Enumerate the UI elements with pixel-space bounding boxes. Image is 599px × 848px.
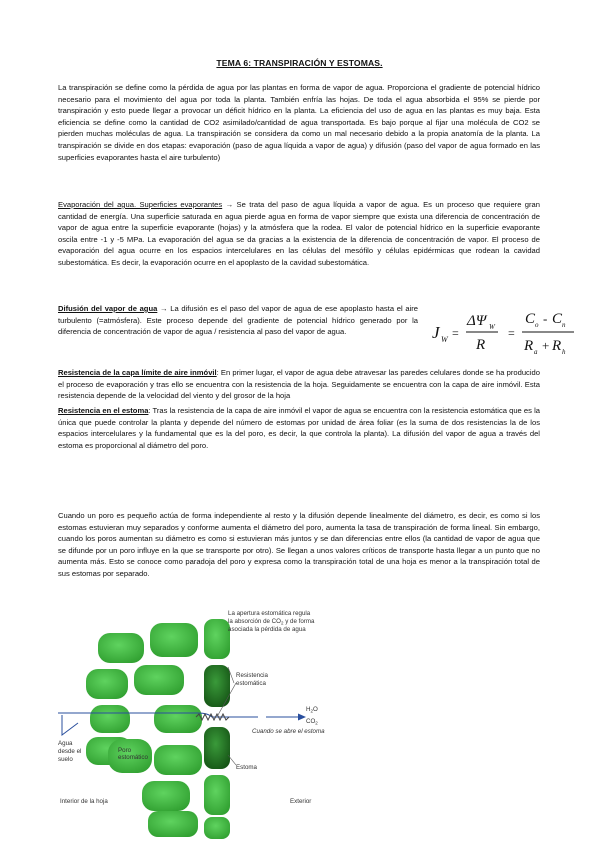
epidermis-cells <box>204 619 230 839</box>
cell <box>142 781 190 811</box>
page-title: TEMA 6: TRANSPIRACIÓN Y ESTOMAS. <box>216 58 383 68</box>
guard-cell-lower <box>204 727 230 769</box>
pore-paradox-paragraph: Cuando un poro es pequeño actúa de forma independiente al resto y la difusión depende linealmente del diámetro, es decir, es como si los estomas estuvieran muy separados y conforme aumenta el diámetro del poro, aumenta la tasa de transpiración de forma lineal. Sin embargo, cuando los poros aumentan su diámetro es como si estuvieran más juntos y se dan diferencias entre ellos (la cantidad de vapor de agua que se difunde por un poro influye en la que se transporte por otro). Se llegan a unos valores críticos de transporte hasta llegar a un punto que no aumenta más. Esto se conoce como paradoja del poro y expresa como la transpiración total de una hoja es menor a la transpiración total de sus estomas por separado. <box>58 511 540 578</box>
soil-water-arrow <box>62 715 78 735</box>
label-water-1: Agua <box>58 740 73 747</box>
eq-den1: R <box>476 337 486 353</box>
evaporation-text: Se trata del paso de agua líquida a vapor de agua. Es un proceso que requiere gran cantidad de energía. Una superficie saturada en agua pierde agua en forma de vapor siempre que exista una diferencia de concentración de vapor de agua entre la superficie evaporante (hojas) y la atmósfera que la rodea. El valor de potencial hídrico en la superficie evaporante oscila entre -1 y -5 MPa. La evaporación del agua se da gracias a la existencia de la diferencia de concentración de vapor. El proceso de evaporación del agua ocurre en los espacios intercelulares en las células del mesófilo y células epidérmicas que rodean la cavidad subestomática. Es decir, la evaporación ocurre en el apoplasto de la cavidad subestomática. <box>58 200 540 267</box>
eq-lhs: J <box>432 323 440 342</box>
label-water-2: desde el <box>58 748 82 755</box>
evaporation-arrow: → <box>222 200 237 209</box>
label-resistance-1: Resistencia <box>236 672 268 679</box>
label-water-3: suelo <box>58 756 73 763</box>
eq-num1-sub: W <box>489 323 495 331</box>
stoma-resistance-heading: Resistencia en el estoma <box>58 406 149 415</box>
air-resistance-heading: Resistencia de la capa límite de aire inmóvil <box>58 368 217 377</box>
cell <box>86 669 128 699</box>
eq-den2-a-sub: a <box>534 348 538 356</box>
caption-line-2-text: la absorción de CO <box>228 618 281 625</box>
label-co2 <box>306 718 318 726</box>
stoma-resistance-text: : Tras la resistencia de la capa de aire inmóvil el vapor de agua se encuentra con la resistencia estomática que es la única que puede controlar la planta y depende del número de estomas por unidad de área foliar (es la suma de dos resistencias la de los espacios intercelulares y la fundamental que es la del poro, es decir, la que controla la planta). La difusión del vapor de agua a través del estoma es proporcional al diámetro del poro. <box>58 406 540 450</box>
eq-den2-a: R <box>524 338 534 354</box>
label-pore-2: estomático <box>118 754 148 761</box>
cell <box>134 665 184 695</box>
cell <box>148 811 198 837</box>
eq-lhs-sub: W <box>441 335 448 344</box>
cell <box>90 705 130 733</box>
eq-num2-minus: - <box>543 311 548 326</box>
label-interior: Interior de la hoja <box>60 798 108 805</box>
cell <box>98 633 144 663</box>
eq-den2-b-sub: h <box>562 348 566 356</box>
label-co2-sub: 2 <box>315 720 318 726</box>
epidermal-cell <box>204 619 230 659</box>
label-h2o-sub: 2 <box>310 708 313 714</box>
caption-line-2-end: y de forma <box>283 618 315 625</box>
eq-num2-b-sub: n <box>562 321 566 329</box>
label-h2o <box>306 706 318 714</box>
air-resistance-text: : En primer lugar, el vapor de agua debe atravesar las paredes celulares donde se ha producido el proceso de evaporación y tras ello se encuentra con la resistencia de la hoja. Seguidamente se encuentra con la capa de aire inmóvil. Esta resistencia depende de la velocidad del viento y del grosor de la hoja <box>58 368 540 401</box>
eq-equals-1: = <box>452 326 459 340</box>
label-pore-1: Poro <box>118 747 132 754</box>
air-resistance-section <box>58 367 540 402</box>
epidermal-cell <box>204 817 230 839</box>
label-exterior: Exterior <box>290 798 312 805</box>
label-resistance-2: estomática <box>236 680 266 687</box>
label-when-open: Cuando se abre el estoma <box>252 728 325 735</box>
caption-line-3: asociada la pérdida de agua <box>228 626 306 633</box>
cell <box>154 705 202 733</box>
label-co2-text: CO <box>306 718 316 725</box>
epidermal-cell <box>204 775 230 815</box>
eq-equals-2: = <box>508 326 515 340</box>
eq-num2-a-sub: o <box>535 321 539 329</box>
evaporation-section <box>58 199 540 269</box>
diffusion-section <box>58 303 418 338</box>
flow-arrowhead <box>298 714 306 721</box>
label-h2o-end: O <box>312 706 318 713</box>
caption-line-2-sub: 2 <box>280 620 284 626</box>
caption-line-2 <box>228 618 315 626</box>
eq-den2-b: R <box>552 338 562 354</box>
transpiration-equation <box>430 304 580 360</box>
label-h2o-h: H <box>306 706 311 713</box>
caption-line-1: La apertura estomática regula <box>228 610 311 617</box>
eq-den2-plus: + <box>542 338 550 353</box>
diffusion-text: La difusión es el paso del vapor de agua de ese apoplasto hasta el aire turbulento (=atmósfera). Este proceso depende del gradiente de potencial hídrico generado por la diferencia de concentración de vapor de agua / resistencia al paso del vapor de agua. <box>58 304 418 337</box>
evaporation-heading: Evaporación del agua. Superficies evaporantes <box>58 200 223 209</box>
cell <box>150 623 198 657</box>
eq-num2-b: C <box>552 311 563 327</box>
cell <box>154 745 202 775</box>
eq-num2-a: C <box>525 311 536 327</box>
eq-num1: ΔΨ <box>467 313 487 329</box>
stomata-diagram <box>58 605 358 841</box>
diffusion-heading: Difusión del vapor de agua <box>58 304 158 313</box>
diffusion-arrow: → <box>157 304 171 313</box>
intro-paragraph: La transpiración se define como la pérdida de agua por las plantas en forma de vapor de agua. Proporciona el gradiente de potencial hídrico necesario para el movimiento del agua por toda la planta. También enfría las hojas. De toda el agua absorbida el 95% se pierde por transpiración y esto puede llegar a provocar un déficit hídrico en la planta. La eficiencia del uso de agua en las plantas es muy baja. Esta eficiencia se define como la cantidad de CO2 asimilado/cantidad de agua transportada. Es bajo porque al fijar una molécula de CO2 se pierden muchas moléculas de agua. La transpiración se considera da como un mal necesario debido a la propia anatomía de la planta. La transpiración se divide en dos etapas: evaporación (paso de agua líquida a vapor de agua) y difusión (paso del vapor de agua formado en las superficies evaporantes hasta el aire turbulento) <box>58 83 540 162</box>
stoma-resistance-section <box>58 405 540 451</box>
label-stoma: Estoma <box>236 764 257 771</box>
